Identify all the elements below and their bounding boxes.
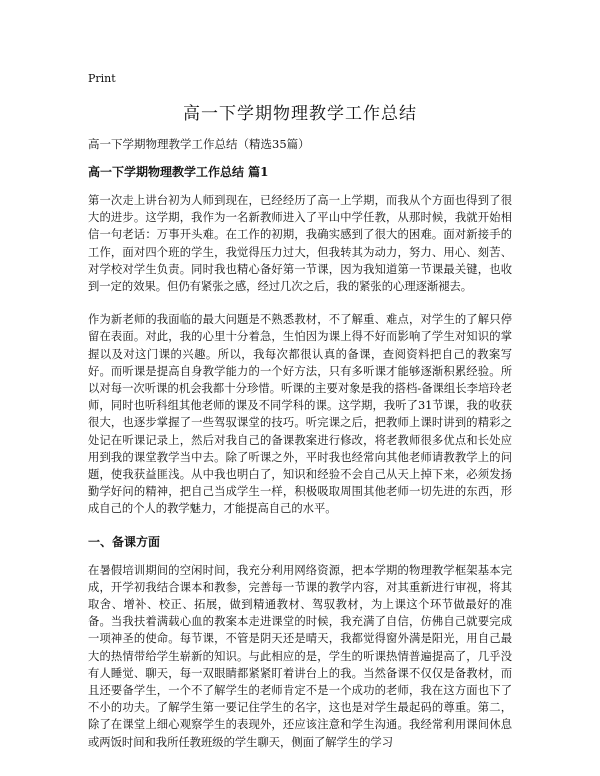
paragraph-1: 第一次走上讲台初为人师到现在，已经经历了高一上学期，而我从个方面也得到了很大的进步。这学期，我作为一名新教师进入了平山中学任教，从那时候，我就开始相信一句老话：万事开头难。在工作的初期，我确实感到了很大的困难。面对新接手的工作，面对四个班的学生，我觉得压力过大，但我转其为动力，努力、用心、刻苦、对学校对学生负责。同时我也精心备好第一节课，因为我知道第一节课最关键，也收到一定的效果。但仍有紧张之感，经过几次之后，我的紧张的心理逐渐褪去。 [88,194,512,294]
paragraph-3: 在暑假培训期间的空闲时间，我充分利用网络资源，把本学期的物理教学框架基本完成，开学初我结合课本和教参，完善每一节课的教学内容，对其重新进行审视，将其取舍、增补、校正、拓展，做到精通教材、驾驭教材，为上课这个环节做最好的准备。当我扶着满载心血的教案本走进课堂的时候，我充满了自信，仿佛自己就要完成一项神圣的使命。每节课，不管是阴天还是晴天，我都觉得窗外满是阳光，用自己最大的热情带给学生崭新的知识。与此相应的是，学生的听课热情普遍提高了，几乎没有人睡觉、聊天，每一双眼睛都紧紧盯着讲台上的我。当然备课不仅仅是备教材，而且还要备学生，一个不了解学生的老师肯定不是一个成功的老师，我在这方面也下了不小的功夫。了解学生第一要记住学生的名字，这也是对学生最起码的尊重。第二，除了在课堂上细心观察学生的表现外，还应该注意和学生沟通。我经常利用课间休息或两饭时间和我所任教班级的学生聊天，侧面了解学生的学习 [88,563,512,749]
document-title: 高一下学期物理教学工作总结 [183,104,417,124]
print-link[interactable]: Print [88,72,116,85]
section-heading-1: 高一下学期物理教学工作总结 篇1 [88,165,269,179]
paragraph-2: 作为新老师的我面临的最大问题是不熟悉教材，不了解重、难点，对学生的了解只停留在表面。对此，我的心里十分着急，生怕因为课上得不好而影响了学生对知识的掌握以及对这门课的兴趣。所以，我每次都很认真的备课，查阅资料把自己的教案写好。而听课是提高自身教学能力的一个好方法，只有多听课才能够逐渐积累经验。所以对每一次听课的机会我都十分珍惜。听课的主要对象是我的搭档-备课组长李培玲老师，同时也听科组其他老师的课及不同学科的课。这学期，我听了31节课，我的收获很大，也逐步掌握了一些驾驭课堂的技巧。听完课之后，把教师上课时讲到的精彩之处记在听课记录上，然后对我自己的备课教案进行修改，将老教师很多优点和长处应用到我的课堂教学当中去。除了听课之外，平时我也经常向其他老师请教教学上的问题，使我获益匪浅。从中我也明白了，知识和经验不会自己从天上掉下来，必须发扬勤学好问的精神，把自己当成学生一样，积极吸取周围其他老师一切先进的东西，形成自己的个人的教学魅力，才能提高自己的水平。 [88,313,512,516]
document-subtitle: 高一下学期物理教学工作总结（精选35篇） [88,137,310,151]
section-heading-2: 一、备课方面 [88,534,161,549]
